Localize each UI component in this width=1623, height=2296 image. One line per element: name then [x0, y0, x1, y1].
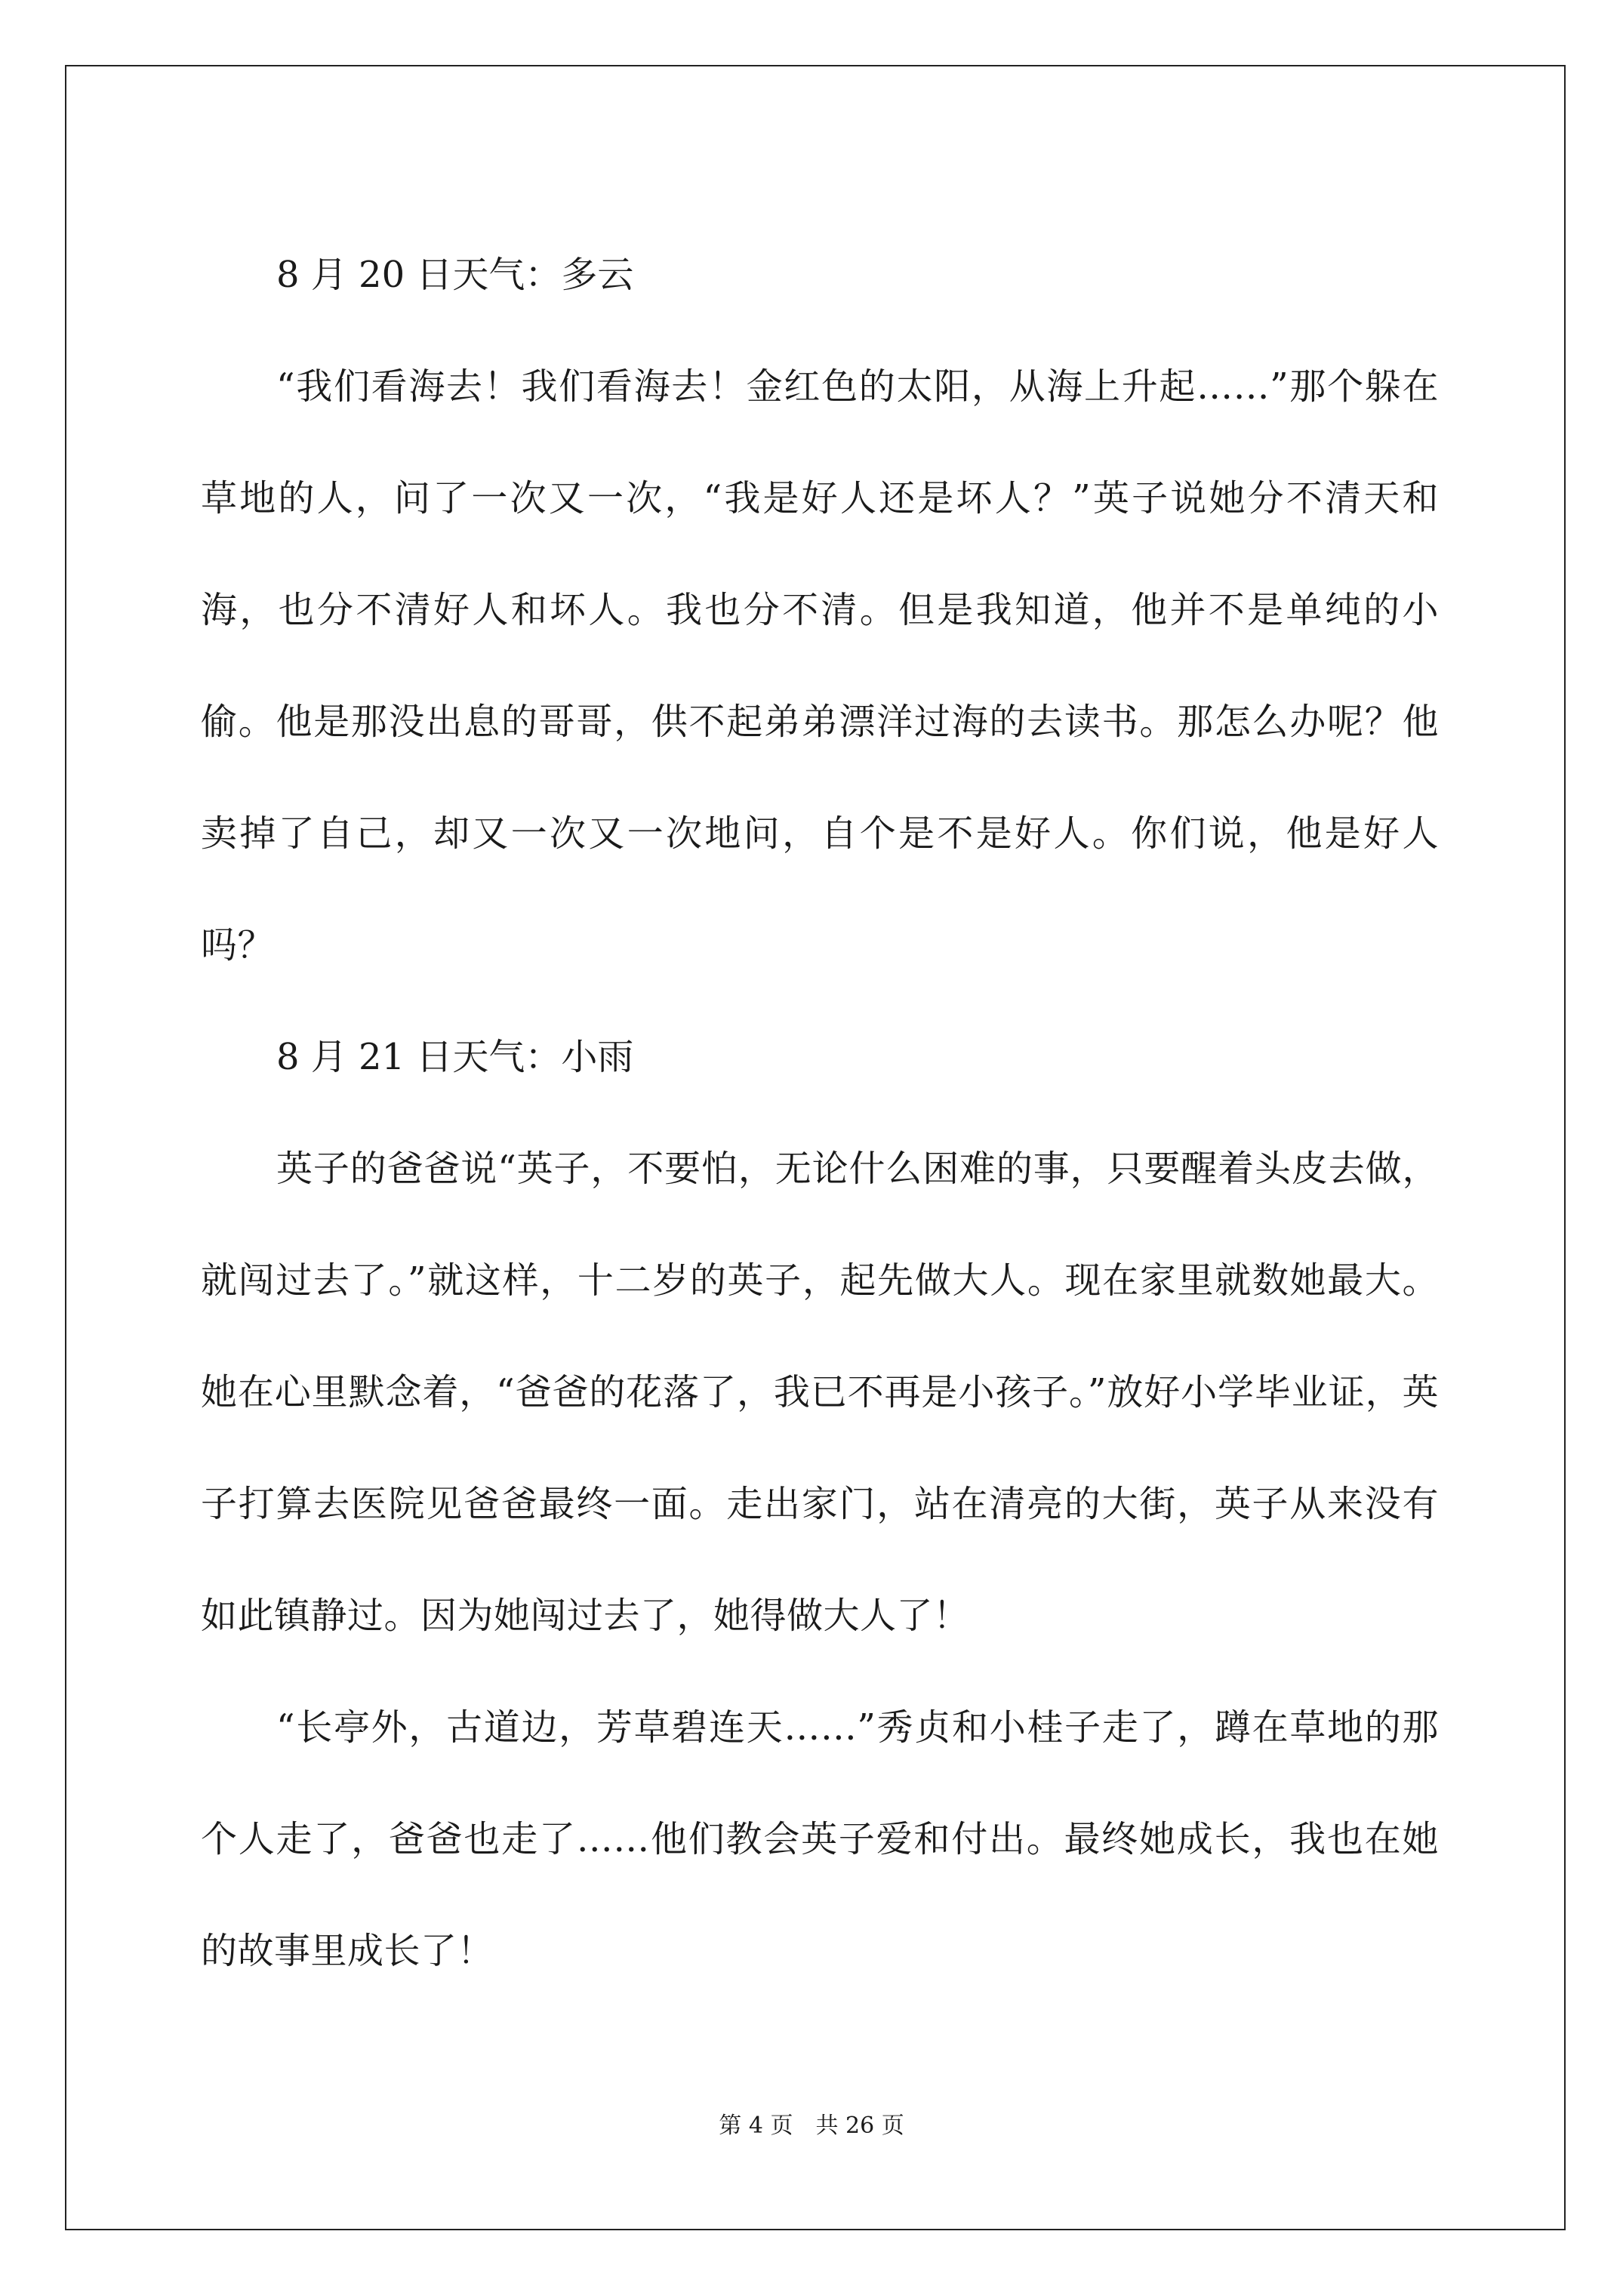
diary-heading-aug-20: 8 月 20 日天气：多云 [276, 254, 634, 296]
diary-paragraph: “长亭外，古道边，芳草碧连天……”秀贞和小桂子走了，蹲在草地的那个人走了，爸爸也走了……他们教会英子爱和付出。最终她成长，我也在她的故事里成长了！ [201, 1706, 1439, 1972]
diary-heading-aug-21: 8 月 21 日天气：小雨 [276, 1036, 634, 1078]
diary-paragraph: “我们看海去！我们看海去！金红色的太阳，从海上升起……”那个躲在草地的人，问了一次又一次，“我是好人还是坏人？”英子说她分不清天和海，也分不清好人和坏人。我也分不清。但是我知道，他并不是单纯的小偷。他是那没出息的哥哥，供不起弟弟漂洋过海的去读书。那怎么办呢？他卖掉了自己，却又一次又一次地问，自个是不是好人。你们说，他是好人吗？ [201, 365, 1439, 966]
diary-paragraph: 英子的爸爸说“英子，不要怕，无论什么困难的事，只要醒着头皮去做，就闯过去了。”就这样，十二岁的英子，起先做大人。现在家里就数她最大。她在心里默念着，“爸爸的花落了，我已不再是小孩子。”放好小学毕业证，英子打算去医院见爸爸最终一面。走出家门，站在清亮的大街，英子从来没有如此镇静过。因为她闯过去了，她得做大人了！ [201, 1148, 1439, 1637]
document-body [201, 219, 1439, 2007]
page-number-footer: 第 4 页 共 26 页 [719, 2113, 904, 2139]
